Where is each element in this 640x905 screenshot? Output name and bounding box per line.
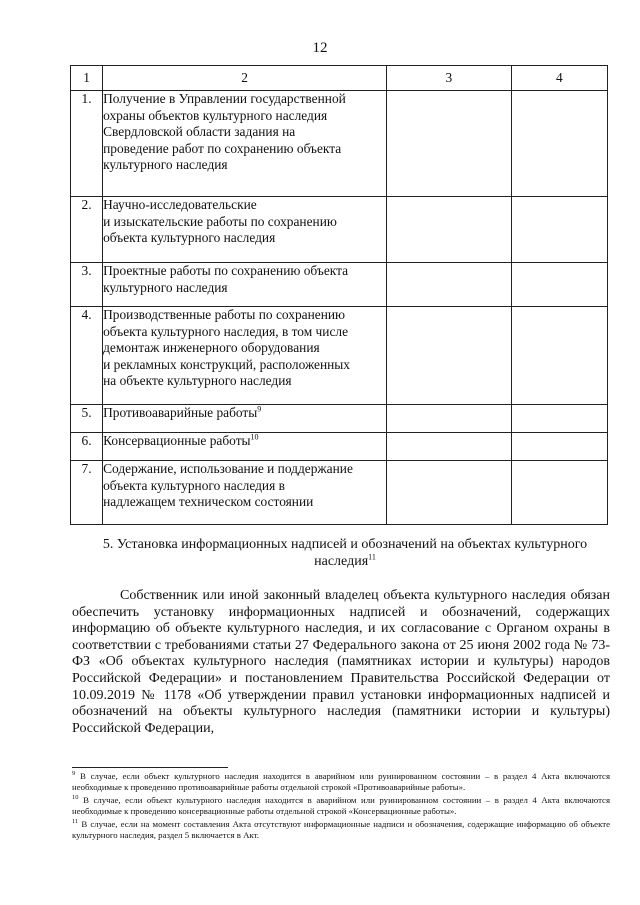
table-row <box>71 197 608 263</box>
table-header-row <box>71 66 608 91</box>
description-line: Противоаварийные работы <box>103 405 258 420</box>
description-line: демонтаж инженерного оборудования <box>103 340 320 355</box>
table-row <box>71 405 608 433</box>
empty-cell <box>387 307 511 405</box>
work-description <box>103 263 387 307</box>
footnote <box>72 819 610 842</box>
description-line: Производственные работы по сохранению <box>103 307 346 322</box>
table-row <box>71 433 608 461</box>
empty-cell <box>387 263 511 307</box>
body-paragraph: Собственник или иной законный владелец объекта культурного наследия обязан обеспечить установку информационных надписей и обозначений, содержащих информацию об объекте культурного наследия, и их согласование с Органом охраны в соответствии с требованиями статьи 27 Федерального закона от 25 июня 2002 года № 73-ФЗ «Об объектах культурного наследия (памятниках истории и культуры) народов Российской Федерации» и постановлением Правительства Российской Федерации от 10.09.2019 № 1178 «Об утверждении правил установки информационных надписей и обозначений на объекты культурного наследия (памятники истории и культуры) Российской Федерации, <box>72 588 610 736</box>
description-line: Проектные работы по сохранению объекта <box>103 263 349 278</box>
description-line: культурного наследия <box>103 157 228 172</box>
empty-cell <box>511 405 607 433</box>
row-number: 7. <box>71 461 103 525</box>
footnote-reference: 9 <box>257 404 262 414</box>
description-line: надлежащем техническом состоянии <box>103 494 314 509</box>
footnote <box>72 771 610 794</box>
work-description <box>103 91 387 197</box>
description-line: объекта культурного наследия в <box>103 477 285 493</box>
empty-cell <box>511 263 607 307</box>
column-header: 4 <box>511 66 607 91</box>
empty-cell <box>511 197 607 263</box>
footnote-text: В случае, если на момент составления Акта отсутствуют информационные надписи и обозначения, содержащие информацию об объекте культурного наследия, раздел 5 включается в Акт. <box>72 818 610 841</box>
description-line: Получение в Управлении государственной <box>103 91 346 106</box>
work-description <box>103 307 387 405</box>
empty-cell <box>511 307 607 405</box>
description-line: объекта культурного наследия <box>103 230 276 245</box>
empty-cell <box>387 405 511 433</box>
work-description <box>103 405 387 433</box>
description-line: проведение работ по сохранению объекта <box>103 140 342 156</box>
footnote-mark: 9 <box>72 770 76 778</box>
page-number: 12 <box>312 40 328 56</box>
row-number: 4. <box>71 307 103 405</box>
empty-cell <box>387 91 511 197</box>
footnotes <box>72 771 610 842</box>
works-table <box>70 65 608 525</box>
footnote-mark: 10 <box>72 793 79 801</box>
table-row <box>71 91 608 197</box>
section-heading <box>75 536 615 570</box>
empty-cell <box>511 91 607 197</box>
work-description <box>103 197 387 263</box>
footnote-reference: 11 <box>368 552 376 562</box>
column-header: 3 <box>387 66 511 91</box>
heading-line: 5. Установка информационных надписей и обозначений на объектах культурного <box>102 537 588 552</box>
footnote <box>72 795 610 818</box>
column-header: 1 <box>71 66 103 91</box>
description-line: Консервационные работы <box>103 433 251 448</box>
row-number: 5. <box>71 405 103 433</box>
footnote-text: В случае, если объект культурного наследия находится в аварийном или руинированном состоянии – в раздел 4 Акта включаются необходимые к проведению консервационные работы отдельной строкой «Консервационные работы». <box>72 794 611 817</box>
empty-cell <box>387 197 511 263</box>
description-line: и изыскательские работы по сохранению <box>103 213 337 229</box>
footnote-divider <box>72 767 228 768</box>
row-number: 3. <box>71 263 103 307</box>
empty-cell <box>511 433 607 461</box>
footnote-text: В случае, если объект культурного наследия находится в аварийном или руинированном состоянии – в раздел 4 Акта включаются необходимые к проведению противоаварийные работы отдельной строкой «Противоаварийные работы». <box>72 771 610 793</box>
description-line: на объекте культурного наследия <box>103 373 292 388</box>
description-line: культурного наследия <box>103 279 228 295</box>
row-number: 2. <box>71 197 103 263</box>
row-number: 6. <box>71 433 103 461</box>
column-header: 2 <box>103 66 387 91</box>
footnote-mark: 11 <box>72 817 79 825</box>
description-line: Научно-исследовательские <box>103 197 257 212</box>
row-number: 1. <box>71 91 103 197</box>
footnote-reference: 10 <box>250 432 259 442</box>
work-description <box>103 433 387 461</box>
description-line: охраны объектов культурного наследия <box>103 107 328 123</box>
empty-cell <box>387 461 511 525</box>
empty-cell <box>511 461 607 525</box>
description-line: Свердловской области задания на <box>103 124 296 139</box>
table-row <box>71 461 608 525</box>
description-line: и рекламных конструкций, расположенных <box>103 356 350 372</box>
description-line: Содержание, использование и поддержание <box>103 461 353 476</box>
empty-cell <box>387 433 511 461</box>
table-row <box>71 263 608 307</box>
description-line: объекта культурного наследия, в том числе <box>103 323 349 339</box>
heading-line: наследия <box>314 554 369 569</box>
work-description <box>103 461 387 525</box>
table-row <box>71 307 608 405</box>
